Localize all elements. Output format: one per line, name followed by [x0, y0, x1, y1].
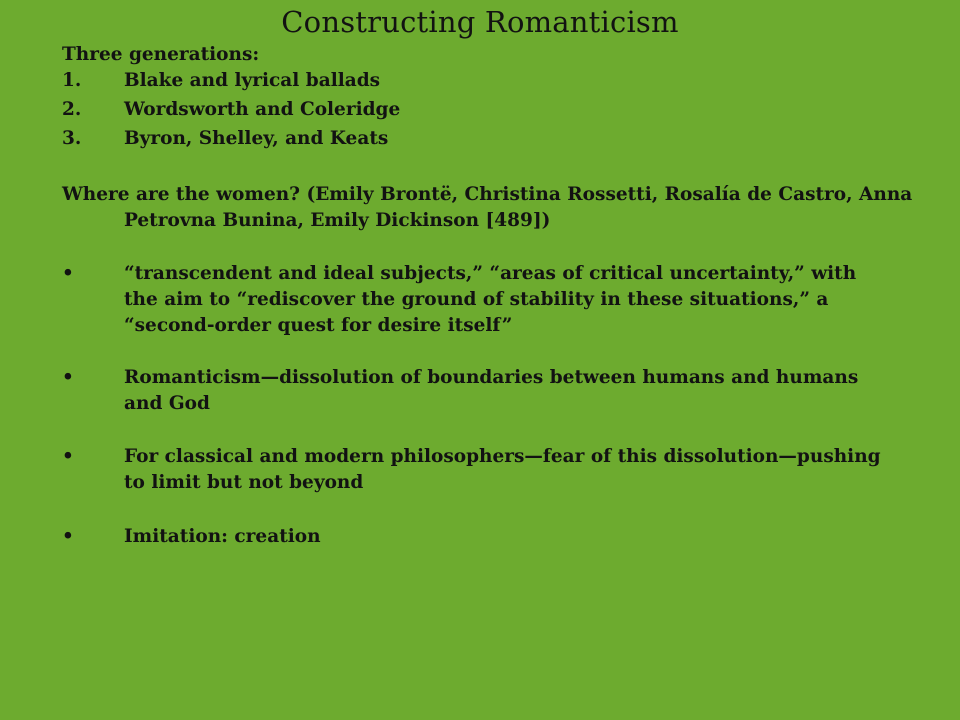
item-text: Wordsworth and Coleridge: [124, 99, 401, 120]
slide-title: Constructing Romanticism: [281, 5, 679, 39]
bullet-icon: •: [62, 446, 74, 467]
numbered-item: [62, 126, 922, 155]
spacer: [62, 496, 922, 524]
bullet-icon: •: [62, 367, 74, 388]
spacer: [62, 155, 922, 182]
intro-line: Three generations:: [62, 44, 260, 65]
spacer: [62, 417, 922, 444]
women-question: Where are the women? (Emily Brontë, Christina Rossetti, Rosalía de Castro, Anna Petrovna Bunina, Emily Dickinson [489]): [62, 184, 913, 231]
item-number: 1.: [62, 70, 82, 91]
bullet-icon: •: [62, 526, 74, 547]
bullet-item: [62, 444, 922, 496]
numbered-item: [62, 68, 922, 97]
bullet-icon: •: [62, 263, 74, 284]
item-text: Blake and lyrical ballads: [124, 70, 381, 91]
bullet-item: [62, 365, 922, 417]
numbered-item: [62, 97, 922, 126]
slide-body: [62, 42, 922, 550]
bullet-text: “transcendent and ideal subjects,” “areas of critical uncertainty,” with the aim to “rediscover the ground of stability in these situations,” a “second-order quest for desire itself”: [124, 263, 857, 336]
bullet-text: Imitation: creation: [124, 526, 321, 547]
bullet-text: For classical and modern philosophers—fear of this dissolution—pushing to limit but not beyond: [124, 446, 881, 493]
bullet-item: [62, 261, 922, 339]
bullet-text: Romanticism—dissolution of boundaries between humans and humans and God: [124, 367, 859, 414]
bullet-item: [62, 524, 922, 550]
item-text: Byron, Shelley, and Keats: [124, 128, 389, 149]
spacer: [62, 339, 922, 365]
spacer: [62, 234, 922, 261]
item-number: 3.: [62, 128, 82, 149]
item-number: 2.: [62, 99, 82, 120]
